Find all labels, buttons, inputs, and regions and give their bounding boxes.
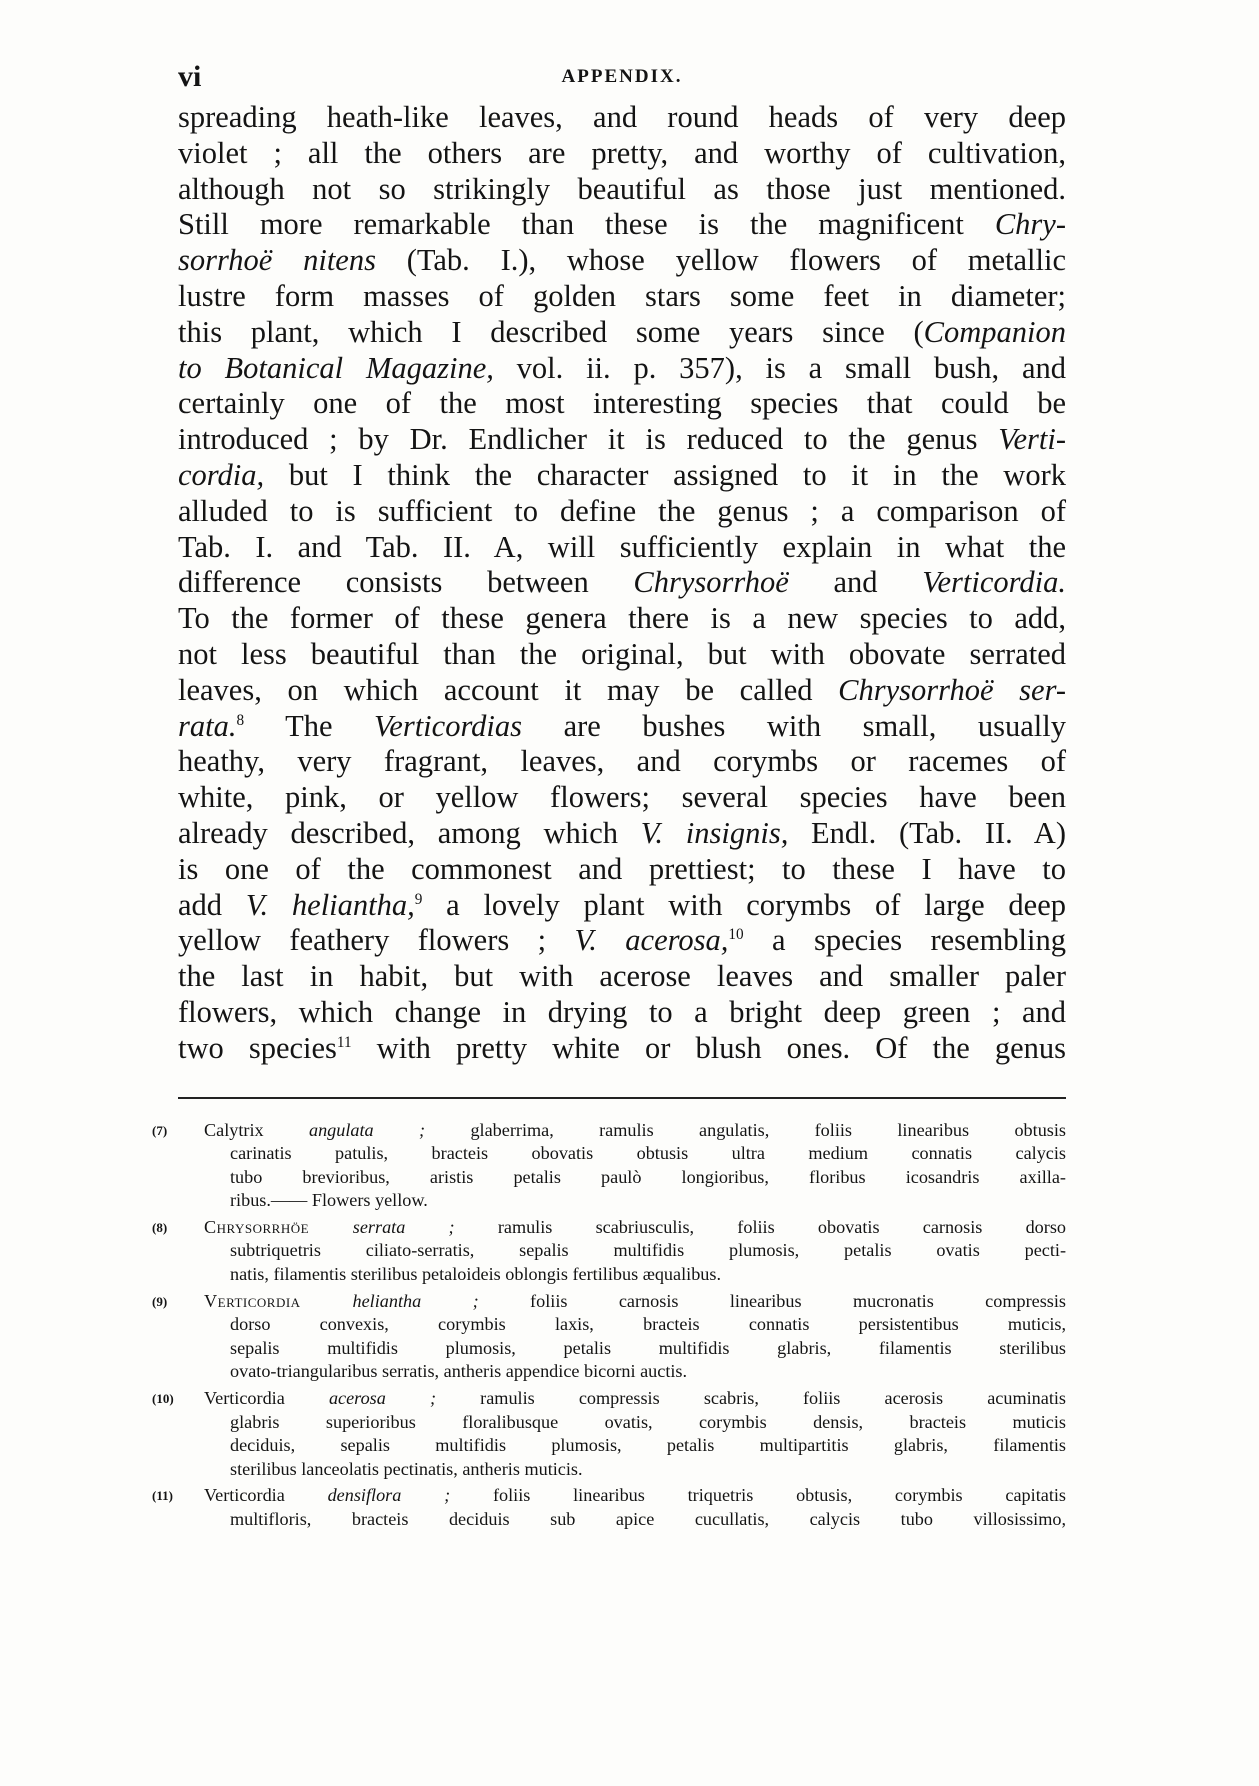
body-line: add V. heliantha,$^9$ a lovely plant with corymbs of large deep — [178, 887, 1066, 922]
body-line: flowers, which change in drying to a bright deep green ; and — [178, 994, 1066, 1029]
body-line: sorrhoë nitens (Tab. I.), whose yellow flowers of metallic — [178, 243, 1067, 278]
body-line: Tab. I. and Tab. II. A, will sufficiently explain in what the — [178, 529, 1066, 564]
body-line: yellow feathery flowers ; V. acerosa,$^{10}$ a species resembling — [178, 923, 1067, 958]
body-line: certainly one of the most interesting species that could be — [178, 386, 1066, 421]
footnote-8: (8) Chrysorrhöe serrata ; ramulis scabriusculis, foliis obovatis carnosis dorso subtriquetris ciliato-serratis, sepalis multifidis plumosis, petalis ovatis pecti- natis, filamentis sterilibus petaloideis oblongis fertilibus æqualibus. — [152, 1216, 1066, 1285]
body-line: To the former of these genera there is a new species to add, — [178, 601, 1066, 636]
body-line: although not so strikingly beautiful as those just mentioned. — [178, 171, 1066, 206]
body-line: Still more remarkable than these is the magnificent Chry- — [178, 207, 1066, 242]
body-line: rata.$^8$ The Verticordias are bushes with small, usually — [178, 708, 1066, 743]
footnote-ref: 9 — [414, 890, 423, 908]
body-line: lustre form masses of golden stars some feet in diameter; — [178, 278, 1066, 313]
page — [152, 60, 1067, 1535]
footnote-mark: (9) — [152, 1293, 168, 1309]
page-number: vi — [178, 60, 202, 93]
footnotes — [152, 1119, 1067, 1532]
body-line: this plant, which I described some years since (Companion — [178, 314, 1066, 349]
footnote-11: (11) Verticordia densiflora ; foliis linearibus triquetris obtusis, corymbis capitatis multifloris, bracteis deciduis sub apice cucullatis, calycis tubo villosissimo, — [152, 1485, 1067, 1530]
footnote-9: (9) Verticordia heliantha ; foliis carnosis linearibus mucronatis compressis dorso convexis, corymbis laxis, bracteis connatis persistentibus muticis, sepalis multifidis plumosis, petalis multifidis glabris, filamentis sterilibus ovato-triangularibus serratis, antheris appendice bicorni auctis. — [152, 1290, 1067, 1382]
body-line: to Botanical Magazine, vol. ii. p. 357), is a small bush, and — [178, 350, 1066, 385]
body-line: already described, among which V. insignis, Endl. (Tab. II. A) — [178, 815, 1066, 850]
footnote-ref: 10 — [728, 926, 744, 944]
body-line: cordia, but I think the character assigned to it in the work — [178, 457, 1066, 492]
body-line: spreading heath-like leaves, and round heads of very deep — [178, 100, 1066, 134]
footnote-mark: (8) — [152, 1219, 168, 1235]
running-head: APPENDIX. — [561, 66, 683, 87]
footnote-7: (7) Calytrix angulata ; glaberrima, ramulis angulatis, foliis linearibus obtusis carinatis patulis, bracteis obovatis obtusis ultra medium connatis calycis tubo brevioribus, aristis petalis paulò longioribus, floribus icosandris axilla- ribus.—— Flowers yellow. — [152, 1119, 1067, 1211]
body-line: is one of the commonest and prettiest; to these I have to — [178, 851, 1066, 886]
body-line: leaves, on which account it may be called Chrysorrhoë ser- — [178, 672, 1066, 707]
body-text — [178, 100, 1066, 1067]
footnote-10: (10) Verticordia acerosa ; ramulis compressis scabris, foliis acerosis acuminatis glabris superioribus floralibusque ovatis, corymbis densis, bracteis muticis deciduis, sepalis multifidis plumosis, petalis multipartitis glabris, filamentis sterilibus lanceolatis pectinatis, antheris muticis. — [152, 1388, 1067, 1479]
body-line: violet ; all the others are pretty, and worthy of cultivation, — [178, 135, 1066, 170]
body-line: two species$^{11}$ with pretty white or blush ones. Of the genus — [178, 1030, 1067, 1065]
footnote-ref: 8 — [236, 711, 245, 729]
body-line: the last in habit, but with acerose leaves and smaller paler — [178, 959, 1066, 994]
body-line: introduced ; by Dr. Endlicher it is reduced to the genus Verti- — [178, 422, 1066, 457]
body-line: difference consists between Chrysorrhoë and Verticordia. — [178, 565, 1066, 600]
body-line: not less beautiful than the original, but with obovate serrated — [178, 636, 1066, 671]
body-line: heathy, very fragrant, leaves, and corymbs or racemes of — [178, 744, 1066, 779]
footnote-rule — [178, 1097, 1066, 1099]
body-line: white, pink, or yellow flowers; several species have been — [178, 780, 1066, 815]
page-header — [178, 60, 1066, 100]
footnote-ref: 11 — [336, 1033, 352, 1051]
body-line: alluded to is sufficient to define the genus ; a comparison of — [178, 493, 1066, 528]
footnote-mark: (11) — [152, 1488, 173, 1504]
footnote-mark: (10) — [152, 1391, 174, 1407]
footnote-mark: (7) — [152, 1122, 168, 1138]
